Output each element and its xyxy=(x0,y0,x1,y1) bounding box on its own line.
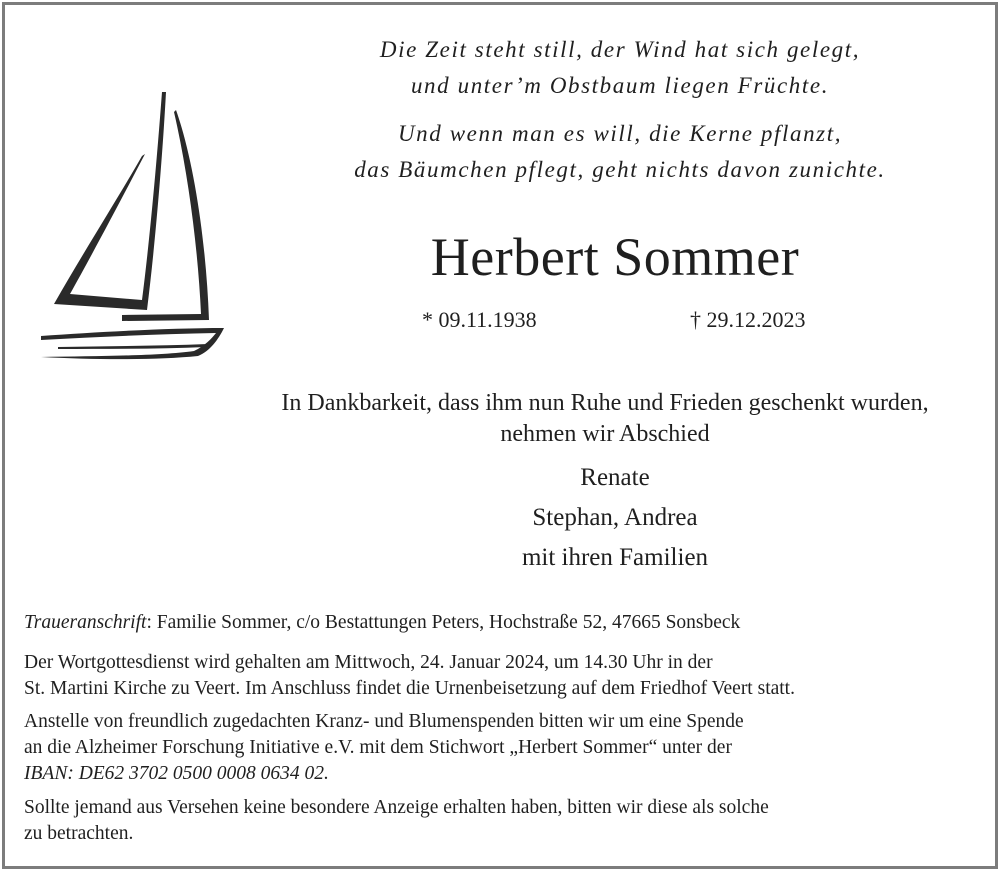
poem-stanza-2 xyxy=(280,116,960,188)
thanks-line: nehmen wir Abschied xyxy=(500,421,710,447)
deceased-name: Herbert Sommer xyxy=(430,227,800,287)
iban: IBAN: DE62 3702 0500 0008 0634 02. xyxy=(24,763,329,784)
mourner-line: mit ihren Familien xyxy=(521,544,709,571)
death-date: † 29.12.2023 xyxy=(690,307,806,332)
service-info xyxy=(24,650,974,702)
donation-line: an die Alzheimer Forschung Initiative e.V. mit dem Stichwort „Herbert Sommer“ unter der xyxy=(24,737,732,758)
poem-line: das Bäumchen pflegt, geht nichts davon zunichte. xyxy=(354,157,886,182)
notice-line: zu betrachten. xyxy=(24,823,134,844)
birth-date: * 09.11.1938 xyxy=(422,307,537,332)
address-text: : Familie Sommer, c/o Bestattungen Peters, Hochstraße 52, 47665 Sonsbeck xyxy=(146,612,741,633)
donation-info xyxy=(24,709,974,787)
mourners xyxy=(380,458,850,578)
sailboat-icon xyxy=(38,88,228,363)
thanks-line: In Dankbarkeit, dass ihm nun Ruhe und Frieden geschenkt wurden, xyxy=(281,390,929,416)
mourner-line: Stephan, Andrea xyxy=(532,504,698,531)
service-line: Der Wortgottesdienst wird gehalten am Mittwoch, 24. Januar 2024, um 14.30 Uhr in der xyxy=(24,652,713,673)
donation-line: Anstelle von freundlich zugedachten Kranz- und Blumenspenden bitten wir um eine Spende xyxy=(24,711,744,732)
thanks-text xyxy=(215,388,995,450)
poem-line: Und wenn man es will, die Kerne pflanzt, xyxy=(397,121,843,146)
notice-info xyxy=(24,795,974,847)
address-line xyxy=(24,610,974,636)
mourner-line: Renate xyxy=(580,464,650,491)
mourning-address xyxy=(24,610,974,636)
service-line: St. Martini Kirche zu Veert. Im Anschluss findet die Urnenbeisetzung auf dem Friedhof Veert statt. xyxy=(24,678,795,699)
poem-line: Die Zeit steht still, der Wind hat sich gelegt, xyxy=(379,37,861,62)
poem-stanza-1 xyxy=(280,32,960,104)
poem-line: und unter’m Obstbaum liegen Früchte. xyxy=(410,73,830,98)
address-label: Traueranschrift xyxy=(24,612,147,633)
notice-line: Sollte jemand aus Versehen keine besondere Anzeige erhalten haben, bitten wir diese als solche xyxy=(24,797,769,818)
